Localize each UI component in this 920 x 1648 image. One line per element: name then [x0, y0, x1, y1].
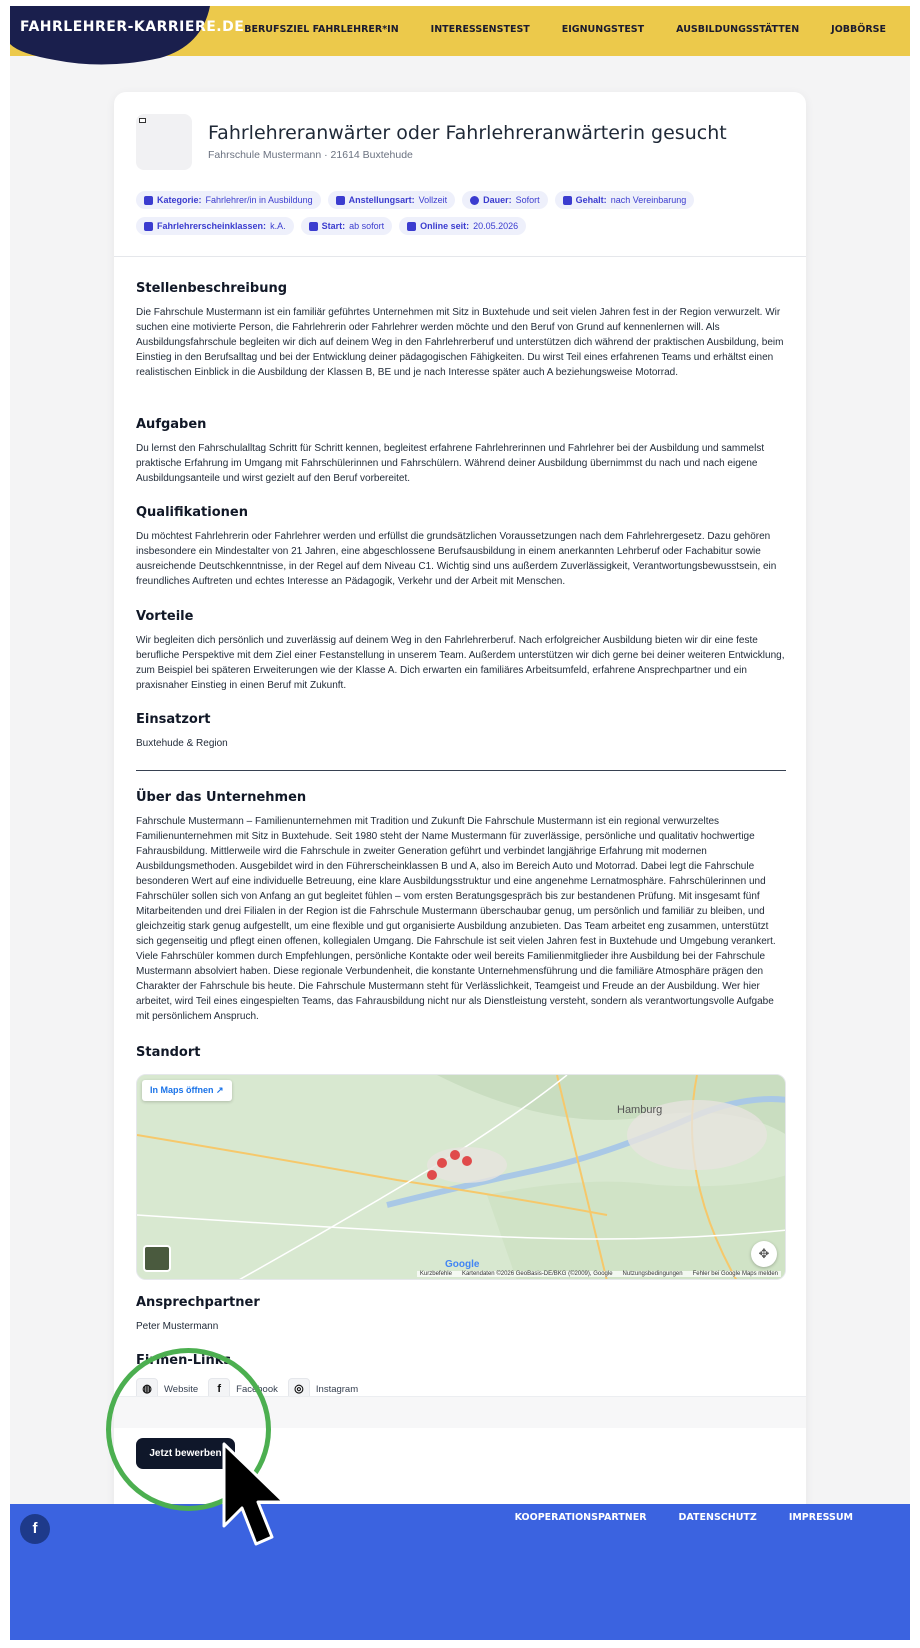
- map-data-credit: Kartendaten ©2026 GeoBasis-DE/BKG (©2009), Google: [461, 1271, 613, 1277]
- map-camera-control-icon[interactable]: ✥: [751, 1241, 777, 1267]
- footer-impressum[interactable]: IMPRESSUM: [788, 1512, 853, 1523]
- instagram-icon: ◎: [288, 1378, 310, 1400]
- image-placeholder-icon: [139, 118, 146, 123]
- section-heading: Einsatzort: [136, 712, 211, 727]
- section-text: Peter Mustermann: [136, 1321, 219, 1332]
- calendar-icon: [407, 222, 416, 231]
- site-footer: [10, 1504, 910, 1640]
- tag-online-seit: Online seit: 20.05.2026: [399, 217, 526, 235]
- tag-start: Start: ab sofort: [301, 217, 393, 235]
- section-stellenbeschreibung: [136, 281, 786, 380]
- section-heading: Standort: [136, 1045, 201, 1060]
- link-facebook[interactable]: f Facebook: [208, 1378, 278, 1400]
- section-text: Du möchtest Fahrlehrerin oder Fahrlehrer werden und erfüllst die grundsätzlichen Voraussetzungen nach dem Fahrlehrergesetz. Dazu gehören insbesondere ein Mindestalter von 21 Jahren, eine abgeschlossene Berufsausbildung in einem anerkannten Lehrberuf oder Fachabitur sowie ausreichende Deutschkenntnisse, in der Regel auf dem Niveau C1. Wichtig sind uns außerdem Zuverlässigkeit, Verantwortungsbewusstsein, ein freundliches Auftreten und echtes Interesse an Pädagogik, Verkehr und der Arbeit mit Menschen.: [136, 531, 777, 587]
- tag-anstellungsart: Anstellungsart: Vollzeit: [328, 191, 456, 209]
- section-einsatzort: [136, 712, 786, 751]
- tag-gehalt: Gehalt: nach Vereinbarung: [555, 191, 695, 209]
- tag-kategorie: Kategorie: Fahrlehrer/in in Ausbildung: [136, 191, 321, 209]
- page-frame: [10, 6, 910, 1640]
- footer-nav: [515, 1512, 853, 1523]
- section-divider: [136, 770, 786, 771]
- section-qualifikationen: [136, 505, 786, 589]
- tag-dauer: Dauer: Sofort: [462, 191, 548, 209]
- section-text: Fahrschule Mustermann – Familienunternehmen mit Tradition und Zukunft Die Fahrschule Mustermann ist ein regional verwurzeltes Familienunternehmen mit Sitz in Buxtehude. Seit 1980 steht der Name Mustermann für zuverlässige, persönliche und qualitativ hochwertige Fahrausbildung. Mittlerweile wird die Fahrschule in zweiter Generation geführt und verbindet langjährige Erfahrung mit modernen Ausbildungsmethoden. Ausgebildet wird in den Führerscheinklassen B und A, also im Bereich Auto und Motorrad. Dabei legt die Fahrschule besonderen Wert auf eine individuelle Betreuung, eine klare Ausbildungsstruktur und eine angenehme Lernatmosphäre. Fahrschülerinnen und Fahrschüler sollen sich von Anfang an gut begleitet fühlen – vom ersten Beratungsgespräch bis zur bestandenen Prüfung. Mit insgesamt fünf Mitarbeitenden und drei Filialen in der Region ist die Fahrschule Mustermann überschaubar genug, um persönlich und familiär zu bleiben, und gleichzeitig stark genug aufgestellt, um eine flexible und gut organisierte Ausbildung anzubieten. Das Team arbeitet eng zusammen, unterstützt sich gegenseitig und pflegt einen offenen, kollegialen Umgang. Die Fahrschule ist seit vielen Jahren fest in Buxtehude und Umgebung verankert. Viele Fahrschüler kommen durch Empfehlungen, persönliche Kontakte oder weil bereits Familienmitglieder ihre Ausbildung bei der Fahrschule Mustermann absolviert haben. Diese regionale Verbundenheit, die konstante Unternehmensführung und die familiäre Atmosphäre prägen den Charakter der Fahrschule bis heute. Die Fahrschule Mustermann steht für Verlässlichkeit, Teamgeist und Freude an der Ausbildung. Wer hier arbeitet, wird Teil eines eingespielten Teams, das Fahrausbildung nicht nur als Dienstleistung versteht, sondern als verantwortungsvolle Aufgabe mit persönlichem Anspruch.: [136, 816, 776, 1022]
- nav-berufsziel[interactable]: BERUFSZIEL FAHRLEHRER*IN: [244, 24, 399, 35]
- section-heading: Über das Unternehmen: [136, 790, 307, 805]
- briefcase-icon: [336, 196, 345, 205]
- layers-icon: [144, 196, 153, 205]
- nav-jobboerse[interactable]: JOBBÖRSE: [831, 24, 886, 35]
- map-report-link[interactable]: Fehler bei Google Maps melden: [692, 1271, 778, 1277]
- mouse-cursor-icon: [220, 1440, 292, 1558]
- job-tags: [136, 191, 786, 235]
- calendar-icon: [309, 222, 318, 231]
- clock-icon: [470, 196, 479, 205]
- job-title: Fahrlehreranwärter oder Fahrlehreranwärterin gesucht: [208, 122, 727, 144]
- logo-text: FAHRLEHRER-KARRIERE.DE: [20, 19, 245, 35]
- location-map[interactable]: [136, 1074, 786, 1280]
- car-icon: [144, 222, 153, 231]
- map-attribution: [417, 1271, 781, 1277]
- site-logo[interactable]: [10, 6, 245, 68]
- section-vorteile: [136, 609, 786, 693]
- nav-ausbildungsstaetten[interactable]: AUSBILDUNGSSTÄTTEN: [676, 24, 800, 35]
- facebook-icon[interactable]: f: [20, 1514, 50, 1544]
- link-instagram[interactable]: ◎ Instagram: [288, 1378, 358, 1400]
- main-nav: [244, 24, 886, 35]
- nav-interessenstest[interactable]: INTERESSENSTEST: [430, 24, 530, 35]
- section-standort: [136, 1045, 786, 1060]
- section-ansprechpartner: [136, 1295, 786, 1334]
- section-heading: Aufgaben: [136, 417, 207, 432]
- company-line: Fahrschule Mustermann · 21614 Buxtehude: [208, 149, 413, 161]
- top-header: [10, 6, 910, 56]
- section-heading: Vorteile: [136, 609, 194, 624]
- map-shortcuts-link[interactable]: Kurzbefehle: [419, 1271, 452, 1277]
- open-in-maps-link[interactable]: In Maps öffnen ↗: [142, 1080, 232, 1101]
- section-heading: Firmen-Links: [136, 1353, 232, 1368]
- facebook-icon: f: [208, 1378, 230, 1400]
- section-unternehmen: [136, 790, 786, 1024]
- money-hand-icon: [563, 196, 572, 205]
- nav-eignungstest[interactable]: EIGNUNGSTEST: [561, 24, 645, 35]
- job-header: [114, 92, 806, 257]
- job-card: [114, 92, 806, 1552]
- footer-kooperationspartner[interactable]: KOOPERATIONSPARTNER: [514, 1512, 647, 1523]
- section-aufgaben: [136, 417, 786, 486]
- link-website[interactable]: ◍ Website: [136, 1378, 198, 1400]
- apply-button[interactable]: Jetzt bewerben: [136, 1438, 235, 1469]
- external-link-icon: ↗: [216, 1085, 224, 1095]
- google-logo: Google: [445, 1259, 480, 1270]
- section-text: Wir begleiten dich persönlich und zuverlässig auf deinem Weg in den Fahrlehrerberuf. Nach erfolgreicher Ausbildung bieten wir dir eine feste berufliche Perspektive mit dem Ziel einer Festanstellung in unserem Team. Außerdem unterstützen wir dich gerne bei deiner weiteren Entwicklung, zum Beispiel bei späteren Erweiterungen wie der Klasse A. Dich erwarten ein familiäres Arbeitsumfeld, erfahrene Ansprechpartner und ein praxisnaher Einstieg in einen Beruf mit Zukunft.: [136, 635, 785, 691]
- map-city-label: Hamburg: [617, 1104, 663, 1116]
- section-text: Die Fahrschule Mustermann ist ein familiär geführtes Unternehmen mit Sitz in Buxtehude und seit vielen Jahren fest in der Region verwurzelt. Wir suchen eine motivierte Person, die Fahrlehrerin oder Fahrlehrer werden möchte und den Beruf von Grund auf kennenlernen will. Als Ausbildungsfahrschule begleiten wir dich auf deinem Weg in den Fahrlehrerberuf und unterstützen dich während der praktischen Ausbildung, beim Einstieg in den Berufsalltag und bei der Entwicklung deiner pädagogischen Fähigkeiten. Du wirst Teil eines erfahrenen Teams und erhältst einen realistischen Einblick in die Ausbildung der Klassen B, BE und je nach Interesse später auch A beziehungsweise Motorrad.: [136, 307, 784, 378]
- section-heading: Qualifikationen: [136, 505, 248, 520]
- tag-fahrlehrerscheinklassen: Fahrlehrerscheinklassen: k.A.: [136, 217, 294, 235]
- section-text: Du lernst den Fahrschulalltag Schritt für Schritt kennen, begleitest erfahrene Fahrlehrerinnen und Fahrlehrer bei der Ausbildung und sammelst praktische Erfahrung im Umgang mit Fahrschülerinnen und Fahrschülern. Während deiner Ausbildung übernimmst du nach und nach eigene Ausbildungsanteile und wirst gezielt auf den Beruf vorbereitet.: [136, 443, 765, 484]
- map-terms-link[interactable]: Nutzungsbedingungen: [622, 1271, 683, 1277]
- section-heading: Stellenbeschreibung: [136, 281, 288, 296]
- section-heading: Ansprechpartner: [136, 1295, 260, 1310]
- map-canvas: [137, 1075, 786, 1280]
- section-text: Buxtehude & Region: [136, 738, 228, 749]
- logo-background: [10, 6, 220, 68]
- satellite-toggle[interactable]: [143, 1245, 171, 1272]
- footer-datenschutz[interactable]: DATENSCHUTZ: [678, 1512, 757, 1523]
- globe-icon: ◍: [136, 1378, 158, 1400]
